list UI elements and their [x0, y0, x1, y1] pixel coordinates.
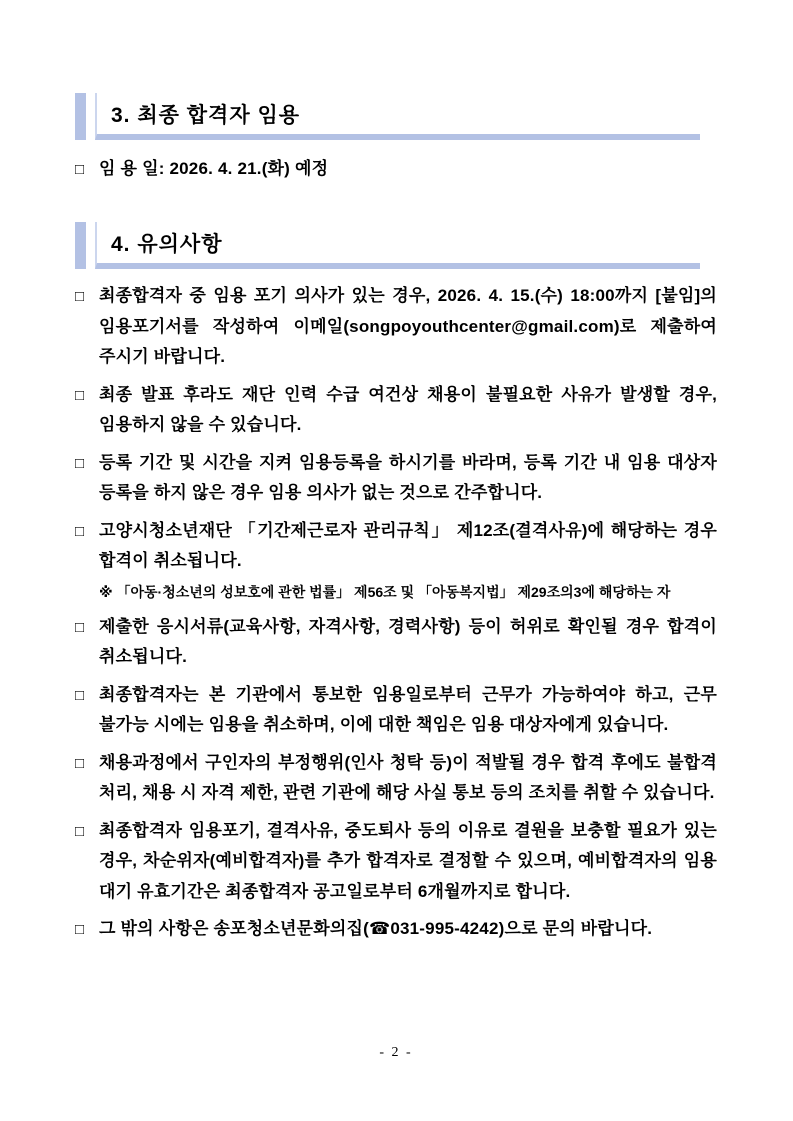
square-bullet-icon: □	[75, 161, 85, 178]
section-accent-bar	[75, 93, 86, 140]
section-3-items	[75, 154, 717, 185]
list-item	[75, 816, 717, 908]
document-page	[75, 0, 717, 1121]
page-number: - 2 -	[379, 1045, 413, 1060]
list-item	[75, 281, 717, 373]
section-title: 4. 유의사항	[95, 222, 700, 269]
square-bullet-icon: □	[75, 618, 85, 636]
square-bullet-icon: □	[75, 522, 85, 540]
square-bullet-icon: □	[75, 686, 85, 704]
appointment-date-text: 임 용 일: 2026. 4. 21.(화) 예정	[99, 159, 329, 178]
square-bullet-icon: □	[75, 921, 85, 938]
note-text: 고양시청소년재단 「기간제근로자 관리규칙」 제12조(결격사유)에 해당하는 경우 합격이 취소됩니다.	[99, 520, 717, 570]
contact-info-text: 그 밖의 사항은 송포청소년문화의집(☎031-995-4242)으로 문의 바랍니다.	[99, 919, 653, 938]
square-bullet-icon: □	[75, 822, 85, 840]
square-bullet-icon: □	[75, 386, 85, 404]
section-title: 3. 최종 합격자 임용	[95, 93, 700, 140]
section-accent-bar	[75, 222, 86, 269]
note-text: 최종 발표 후라도 재단 인력 수급 여건상 채용이 불필요한 사유가 발생할 경우, 임용하지 않을 수 있습니다.	[99, 384, 717, 434]
note-text: 최종합격자 중 임용 포기 의사가 있는 경우, 2026. 4. 15.(수) 18:00까지 [붙임]의 임용포기서를 작성하여 이메일(songpoyouthcenter@gmail.com)로 제출하여 주시기 바랍니다.	[99, 286, 717, 366]
list-item	[75, 748, 717, 809]
note-text: 채용과정에서 구인자의 부정행위(인사 청탁 등)이 적발될 경우 합격 후에도 불합격 처리, 채용 시 자격 제한, 관련 기관에 해당 사실 통보 등의 조치를 취할 수 있습니다.	[99, 752, 717, 802]
list-item	[75, 448, 717, 509]
list-item	[75, 516, 717, 605]
list-item	[75, 154, 717, 185]
note-text: 최종합격자 임용포기, 결격사유, 중도퇴사 등의 이유로 결원을 보충할 필요가 있는 경우, 차순위자(예비합격자)를 추가 합격자로 결정할 수 있으며, 예비합격자의 임용 대기 유효기간은 최종합격자 공고일로부터 6개월까지로 합니다.	[99, 820, 717, 901]
square-bullet-icon: □	[75, 754, 85, 772]
section-header-final-appointment	[75, 93, 700, 140]
note-text: 최종합격자는 본 기관에서 통보한 임용일로부터 근무가 가능하여야 하고, 근무 불가능 시에는 임용을 취소하며, 이에 대한 책임은 임용 대상자에게 있습니다.	[99, 684, 717, 734]
legal-reference-note: ※ 「아동·청소년의 성보호에 관한 법률」 제56조 및 「아동복지법」 제29조의3에 해당하는 자	[99, 583, 671, 600]
list-item	[75, 380, 717, 441]
note-text: 등록 기간 및 시간을 지켜 임용등록을 하시기를 바라며, 등록 기간 내 임용 대상자 등록을 하지 않은 경우 임용 의사가 없는 것으로 간주합니다.	[99, 452, 717, 502]
note-text: 제출한 응시서류(교육사항, 자격사항, 경력사항) 등이 허위로 확인될 경우 합격이 취소됩니다.	[99, 616, 717, 666]
list-item	[75, 612, 717, 673]
square-bullet-icon: □	[75, 454, 85, 472]
list-item	[75, 680, 717, 741]
square-bullet-icon: □	[75, 288, 85, 305]
list-item	[75, 914, 717, 945]
section-4-items	[75, 281, 717, 945]
section-header-notes	[75, 222, 700, 269]
